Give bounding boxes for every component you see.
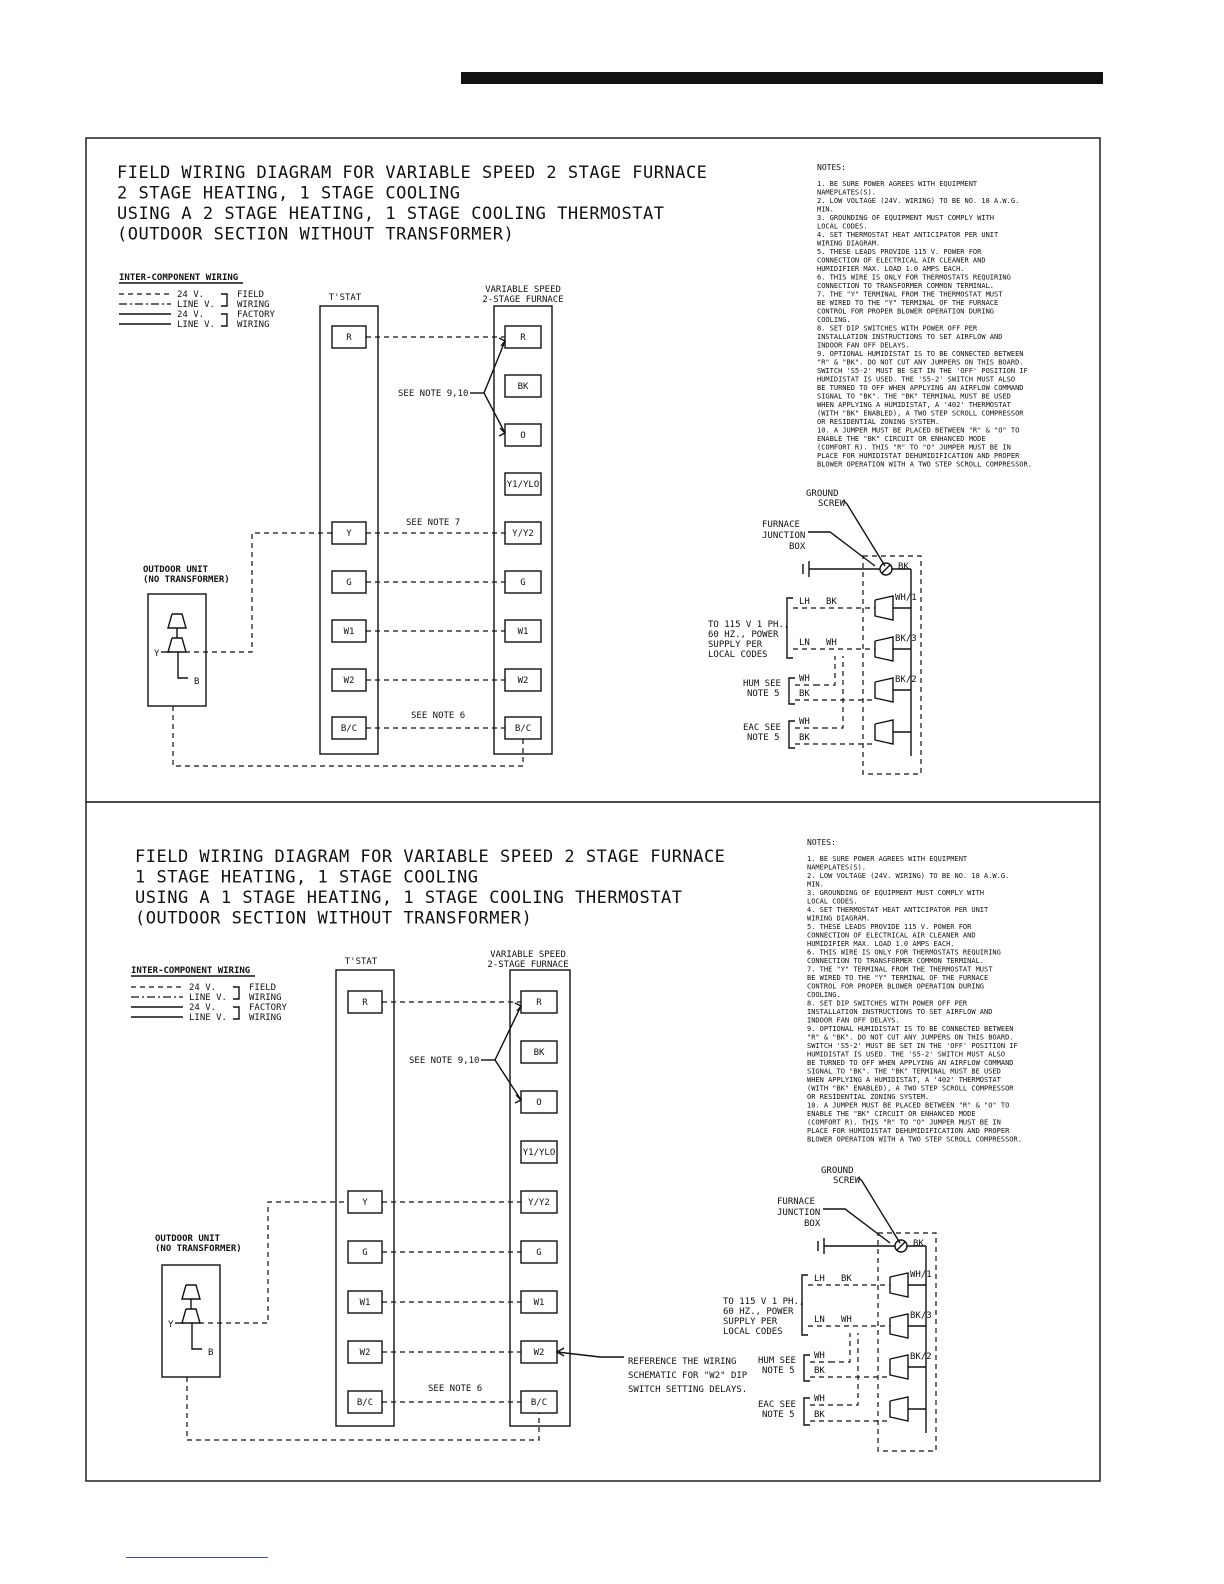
power-supply-label: LOCAL CODES bbox=[723, 1327, 783, 1337]
plug-label: BK/3 bbox=[895, 634, 917, 644]
ln-label: LN bbox=[799, 638, 810, 648]
note-line: 3. GROUNDING OF EQUIPMENT MUST COMPLY WITH bbox=[807, 889, 985, 897]
junction-box-label: FURNACE bbox=[762, 520, 800, 530]
furnace-label: 2-STAGE FURNACE bbox=[487, 960, 569, 970]
legend-row-label: 24 V. bbox=[189, 983, 217, 993]
connector-icon bbox=[890, 1314, 908, 1338]
footer-link-line bbox=[126, 1557, 268, 1558]
note-line: 7. THE "Y" TERMINAL FROM THE THERMOSTAT MUST bbox=[817, 290, 1003, 299]
legend-heading: INTER-COMPONENT WIRING bbox=[119, 273, 239, 283]
eac-label: EAC SEE bbox=[743, 723, 781, 733]
power-supply-label: SUPPLY PER bbox=[708, 640, 763, 650]
outdoor-y-label: Y bbox=[168, 1320, 174, 1330]
outdoor-unit-label: OUTDOOR UNIT bbox=[143, 565, 209, 575]
diagram-title-line: USING A 2 STAGE HEATING, 1 STAGE COOLING THERMOSTAT bbox=[117, 204, 665, 224]
legend-row-label: LINE V. bbox=[189, 993, 227, 1003]
ground-screw-label: SCREW bbox=[833, 1176, 861, 1186]
note-line: (WITH "BK" ENABLED), A TWO STEP SCROLL COMPRESSOR bbox=[807, 1084, 1014, 1093]
note-line: SIGNAL TO "BK". THE "BK" TERMINAL MUST BE USED bbox=[817, 392, 1011, 401]
plug-label: WH/1 bbox=[910, 1270, 932, 1280]
furnace-terminal-label: W2 bbox=[533, 1348, 545, 1358]
furnace-terminal-label: BK bbox=[533, 1048, 545, 1058]
power-supply-label: 60 HZ., POWER bbox=[708, 630, 779, 640]
furnace-label: VARIABLE SPEED bbox=[485, 285, 561, 295]
w2-reference-note: REFERENCE THE WIRING bbox=[628, 1357, 737, 1367]
note-line: 7. THE "Y" TERMINAL FROM THE THERMOSTAT MUST bbox=[807, 965, 993, 974]
note-line: HUMIDISTAT IS USED. THE 'S5-2' SWITCH MUST ALSO bbox=[817, 375, 1016, 384]
note-line: 4. SET THERMOSTAT HEAT ANTICIPATOR PER UNIT bbox=[817, 231, 999, 239]
note-line: COOLING. bbox=[807, 991, 841, 999]
outdoor-y-label: Y bbox=[154, 649, 160, 659]
furnace-terminal-label: G bbox=[536, 1248, 542, 1258]
note-line: NAMEPLATES(S). bbox=[807, 863, 867, 872]
note-line: CONTROL FOR PROPER BLOWER OPERATION DURING bbox=[807, 982, 985, 991]
note-line: COOLING. bbox=[817, 316, 851, 324]
note-line: 9. OPTIONAL HUMIDISTAT IS TO BE CONNECTED BETWEEN bbox=[817, 350, 1024, 358]
note-line: BE TURNED TO OFF WHEN APPLYING AN AIRFLOW COMMAND bbox=[807, 1059, 1014, 1067]
diagram-title-line: (OUTDOOR SECTION WITHOUT TRANSFORMER) bbox=[135, 908, 533, 929]
ground-screw-label: GROUND bbox=[806, 489, 839, 499]
note-line: WHEN APPLYING A HUMIDISTAT, A '402' THERMOSTAT bbox=[807, 1076, 1001, 1084]
note-line: BE WIRED TO THE "Y" TERMINAL OF THE FURNACE bbox=[817, 299, 999, 307]
note-line: MIN. bbox=[817, 205, 834, 214]
tstat-terminal-label: W1 bbox=[343, 627, 355, 637]
diagram-title-line: USING A 1 STAGE HEATING, 1 STAGE COOLING THERMOSTAT bbox=[135, 888, 683, 908]
note-line: PLACE FOR HUMIDISTAT DEHUMIDIFICATION AND PROPER bbox=[817, 452, 1020, 460]
note-line: CONNECTION OF ELECTRICAL AIR CLEANER AND bbox=[807, 931, 976, 940]
connector-icon bbox=[875, 678, 893, 702]
furnace-label: 2-STAGE FURNACE bbox=[482, 295, 564, 305]
note-line: 9. OPTIONAL HUMIDISTAT IS TO BE CONNECTED BETWEEN bbox=[807, 1025, 1014, 1033]
note-line: 4. SET THERMOSTAT HEAT ANTICIPATOR PER UNIT bbox=[807, 906, 989, 914]
diagram-title-line: (OUTDOOR SECTION WITHOUT TRANSFORMER) bbox=[117, 224, 515, 245]
eac-brace bbox=[789, 721, 795, 748]
legend-brace bbox=[221, 314, 227, 326]
note-line: 1. BE SURE POWER AGREES WITH EQUIPMENT bbox=[817, 180, 978, 188]
tstat-label: T'STAT bbox=[344, 957, 378, 967]
note-line: 2. LOW VOLTAGE (24V. WIRING) TO BE NO. 18 A.W.G. bbox=[817, 197, 1020, 205]
note-line: ENABLE THE "BK" CIRCUIT OR ENHANCED MODE bbox=[807, 1110, 976, 1118]
legend-row-label: 24 V. bbox=[177, 310, 205, 320]
legend-row-label: 24 V. bbox=[177, 290, 205, 300]
legend-brace bbox=[233, 1007, 239, 1019]
power-supply-label: SUPPLY PER bbox=[723, 1317, 778, 1327]
eac-bk-label: BK bbox=[814, 1410, 825, 1420]
note-line: INDOOR FAN OFF DELAYS. bbox=[817, 341, 910, 350]
junction-box-label: JUNCTION bbox=[762, 531, 806, 541]
legend-brace bbox=[221, 294, 227, 306]
note-line: ENABLE THE "BK" CIRCUIT OR ENHANCED MODE bbox=[817, 435, 986, 443]
note-line: 8. SET DIP SWITCHES WITH POWER OFF PER bbox=[807, 999, 968, 1008]
outdoor-y-wire bbox=[199, 1202, 348, 1323]
connector-icon bbox=[890, 1273, 908, 1297]
junction-box-leader bbox=[823, 1209, 890, 1243]
note-line: 6. THIS WIRE IS ONLY FOR THERMOSTATS REQUIRING bbox=[807, 948, 1001, 957]
ln-label: LN bbox=[814, 1315, 825, 1325]
hum-bk-label: BK bbox=[799, 689, 810, 699]
tstat-terminal-label: Y bbox=[362, 1198, 368, 1208]
eac-wh-route bbox=[838, 1333, 858, 1405]
eac-wh-label: WH bbox=[799, 717, 810, 727]
note-line: CONNECTION TO TRANSFORMER COMMON TERMINAL. bbox=[807, 957, 985, 965]
note-line: 5. THESE LEADS PROVIDE 115 V. POWER FOR bbox=[807, 923, 972, 931]
furnace-terminal-label: G bbox=[520, 578, 526, 588]
connector-icon bbox=[890, 1397, 908, 1421]
note-line: OR RESIDENTIAL ZONING SYSTEM. bbox=[817, 418, 940, 426]
furnace-terminal-label: Y1/YLO bbox=[522, 1148, 556, 1158]
tstat-terminal-label: W1 bbox=[359, 1298, 371, 1308]
power-supply-label: TO 115 V 1 PH., bbox=[723, 1297, 805, 1307]
hum-bk-label: BK bbox=[814, 1366, 825, 1376]
outdoor-y-wire bbox=[185, 533, 332, 652]
note-line: CONTROL FOR PROPER BLOWER OPERATION DURING bbox=[817, 307, 995, 316]
connector-icon bbox=[875, 720, 893, 744]
note-line: BLOWER OPERATION WITH A TWO STEP SCROLL COMPRESSOR. bbox=[807, 1135, 1022, 1144]
tstat-terminal-label: W2 bbox=[359, 1348, 371, 1358]
note-line: LOCAL CODES. bbox=[817, 222, 868, 231]
note-line: WIRING DIAGRAM. bbox=[817, 239, 881, 248]
note-line: HUMIDIFIER MAX. LOAD 1.0 AMPS EACH. bbox=[817, 265, 965, 273]
plug-label: BK/3 bbox=[910, 1311, 932, 1321]
legend-row-label: LINE V. bbox=[177, 320, 215, 330]
eac-label: NOTE 5 bbox=[762, 1410, 795, 1420]
furnace-terminal-label: O bbox=[520, 431, 526, 441]
power-supply-label: 60 HZ., POWER bbox=[723, 1307, 794, 1317]
note-line: WHEN APPLYING A HUMIDISTAT, A '402' THERMOSTAT bbox=[817, 401, 1011, 409]
connector-icon bbox=[890, 1355, 908, 1379]
tstat-terminal-label: G bbox=[362, 1248, 368, 1258]
eac-wh-route bbox=[823, 656, 843, 728]
outdoor-unit-label: (NO TRANSFORMER) bbox=[155, 1244, 242, 1254]
see-note-6: SEE NOTE 6 bbox=[428, 1384, 483, 1394]
junction-box-label: FURNACE bbox=[777, 1197, 815, 1207]
furnace-terminal-label: W1 bbox=[517, 627, 529, 637]
note-line: PLACE FOR HUMIDISTAT DEHUMIDIFICATION AND PROPER bbox=[807, 1127, 1010, 1135]
note-line: INSTALLATION INSTRUCTIONS TO SET AIRFLOW AND bbox=[807, 1008, 993, 1016]
furnace-terminal-label: Y1/YLO bbox=[506, 480, 540, 490]
hum-label: NOTE 5 bbox=[762, 1366, 795, 1376]
plug-label: BK bbox=[898, 562, 909, 572]
see-note-9-10: SEE NOTE 9,10 bbox=[398, 389, 469, 399]
note-line: BE WIRED TO THE "Y" TERMINAL OF THE FURNACE bbox=[807, 974, 989, 982]
see-note-6: SEE NOTE 6 bbox=[411, 711, 466, 721]
note-line: CONNECTION OF ELECTRICAL AIR CLEANER AND bbox=[817, 256, 986, 265]
furnace-terminal-label: R bbox=[520, 333, 526, 343]
note-line: 1. BE SURE POWER AGREES WITH EQUIPMENT bbox=[807, 855, 968, 863]
wh-label: WH bbox=[826, 638, 837, 648]
furnace-terminal-label: Y/Y2 bbox=[528, 1198, 550, 1208]
diagram-title-line: 1 STAGE HEATING, 1 STAGE COOLING bbox=[135, 867, 479, 888]
note-line: "R" & "BK". DO NOT CUT ANY JUMPERS ON THIS BOARD. bbox=[807, 1033, 1014, 1042]
notes-heading: NOTES: bbox=[817, 163, 846, 172]
note-line: (COMFORT R). THIS "R" TO "O" JUMPER MUST BE IN bbox=[807, 1118, 1001, 1127]
bk-label: BK bbox=[826, 597, 837, 607]
legend-group-label: WIRING bbox=[249, 1013, 282, 1023]
junction-box-label: BOX bbox=[804, 1219, 821, 1229]
connector-icon bbox=[875, 596, 893, 620]
w2-reference-note: SWITCH SETTING DELAYS. bbox=[628, 1385, 748, 1395]
legend-row-label: LINE V. bbox=[177, 300, 215, 310]
wiring-diagram-2 bbox=[131, 838, 1022, 1451]
outdoor-b-label: B bbox=[208, 1348, 214, 1358]
plug-label: BK bbox=[913, 1239, 924, 1249]
lh-label: LH bbox=[814, 1274, 825, 1284]
ground-screw-label: GROUND bbox=[821, 1166, 854, 1176]
legend-group-label: FIELD bbox=[237, 290, 265, 300]
hum-brace bbox=[789, 678, 795, 704]
diagram-title-line: 2 STAGE HEATING, 1 STAGE COOLING bbox=[117, 183, 461, 204]
tstat-label: T'STAT bbox=[328, 293, 362, 303]
notes-heading: NOTES: bbox=[807, 838, 836, 847]
plug-label: BK/2 bbox=[910, 1352, 932, 1362]
note-line: 10. A JUMPER MUST BE PLACED BETWEEN "R" & "O" TO bbox=[817, 426, 1020, 435]
furnace-terminal-label: O bbox=[536, 1098, 542, 1108]
note-line: MIN. bbox=[807, 880, 824, 889]
hum-wh-route bbox=[830, 1333, 850, 1362]
furnace-terminal-label: BK bbox=[517, 382, 529, 392]
wiring-diagram-1 bbox=[117, 163, 1032, 774]
note-line: INDOOR FAN OFF DELAYS. bbox=[807, 1016, 900, 1025]
hum-brace bbox=[804, 1355, 810, 1381]
furnace-terminal-label: B/C bbox=[514, 724, 532, 734]
note-line: NAMEPLATES(S). bbox=[817, 188, 877, 197]
note-line: SIGNAL TO "BK". THE "BK" TERMINAL MUST BE USED bbox=[807, 1067, 1001, 1076]
hum-wh-label: WH bbox=[814, 1351, 825, 1361]
note-line: 5. THESE LEADS PROVIDE 115 V. POWER FOR bbox=[817, 248, 982, 256]
note-line: CONNECTION TO TRANSFORMER COMMON TERMINAL. bbox=[817, 282, 995, 290]
note-line: 3. GROUNDING OF EQUIPMENT MUST COMPLY WITH bbox=[817, 214, 995, 222]
legend-group-label: WIRING bbox=[237, 300, 270, 310]
junction-box-label: JUNCTION bbox=[777, 1208, 821, 1218]
furnace-terminal-label: Y/Y2 bbox=[512, 529, 534, 539]
legend-group-label: WIRING bbox=[237, 320, 270, 330]
plug-label: WH/1 bbox=[895, 593, 917, 603]
junction-box-leader bbox=[808, 532, 875, 566]
legend-group-label: WIRING bbox=[249, 993, 282, 1003]
legend-brace bbox=[233, 987, 239, 999]
hum-wh-label: WH bbox=[799, 674, 810, 684]
power-supply-label: LOCAL CODES bbox=[708, 650, 768, 660]
hum-label: NOTE 5 bbox=[747, 689, 780, 699]
junction-box-outline bbox=[878, 1233, 936, 1451]
note-line: BLOWER OPERATION WITH A TWO STEP SCROLL COMPRESSOR. bbox=[817, 460, 1032, 469]
outdoor-unit-label: (NO TRANSFORMER) bbox=[143, 575, 230, 585]
see-note-7: SEE NOTE 7 bbox=[406, 518, 461, 528]
screw-slot bbox=[882, 565, 890, 573]
note-line: 10. A JUMPER MUST BE PLACED BETWEEN "R" & "O" TO bbox=[807, 1101, 1010, 1110]
connector-icon bbox=[875, 637, 893, 661]
note-line: 2. LOW VOLTAGE (24V. WIRING) TO BE NO. 18 A.W.G. bbox=[807, 872, 1010, 880]
note-line: (COMFORT R). THIS "R" TO "O" JUMPER MUST BE IN bbox=[817, 443, 1011, 452]
ground-screw-label: SCREW bbox=[818, 499, 846, 509]
outdoor-b-label: B bbox=[194, 677, 200, 687]
hum-label: HUM SEE bbox=[758, 1356, 796, 1366]
junction-box-outline bbox=[863, 556, 921, 774]
legend-group-label: FACTORY bbox=[249, 1003, 287, 1013]
tstat-terminal-label: R bbox=[362, 998, 368, 1008]
w2-reference-note: SCHEMATIC FOR "W2" DIP bbox=[628, 1371, 748, 1381]
tstat-terminal-label: Y bbox=[346, 529, 352, 539]
junction-box-label: BOX bbox=[789, 542, 806, 552]
legend-row-label: LINE V. bbox=[189, 1013, 227, 1023]
tstat-terminal-label: W2 bbox=[343, 676, 355, 686]
legend-heading: INTER-COMPONENT WIRING bbox=[131, 966, 251, 976]
furnace-terminal-label: B/C bbox=[530, 1398, 548, 1408]
legend-group-label: FIELD bbox=[249, 983, 277, 993]
tstat-terminal-label: G bbox=[346, 578, 352, 588]
screw-slot bbox=[897, 1242, 905, 1250]
tstat-terminal-label: R bbox=[346, 333, 352, 343]
note-line: (WITH "BK" ENABLED), A TWO STEP SCROLL COMPRESSOR bbox=[817, 409, 1024, 418]
tstat-terminal-label: B/C bbox=[340, 724, 358, 734]
power-supply-label: TO 115 V 1 PH., bbox=[708, 620, 790, 630]
legend-row-label: 24 V. bbox=[189, 1003, 217, 1013]
note-line: BE TURNED TO OFF WHEN APPLYING AN AIRFLOW COMMAND bbox=[817, 384, 1024, 392]
wh-label: WH bbox=[841, 1315, 852, 1325]
note-line: SWITCH 'S5-2' MUST BE SET IN THE 'OFF' POSITION IF bbox=[817, 367, 1028, 375]
lh-label: LH bbox=[799, 597, 810, 607]
furnace-terminal-label: W2 bbox=[517, 676, 529, 686]
furnace-terminal-label: W1 bbox=[533, 1298, 545, 1308]
legend-group-label: FACTORY bbox=[237, 310, 275, 320]
plug-label: BK/2 bbox=[895, 675, 917, 685]
hum-label: HUM SEE bbox=[743, 679, 781, 689]
eac-bk-label: BK bbox=[799, 733, 810, 743]
note-line: HUMIDISTAT IS USED. THE 'S5-2' SWITCH MUST ALSO bbox=[807, 1050, 1006, 1059]
hum-wh-route bbox=[815, 656, 835, 685]
see-note-9-10: SEE NOTE 9,10 bbox=[409, 1056, 480, 1066]
bk-label: BK bbox=[841, 1274, 852, 1284]
eac-brace bbox=[804, 1398, 810, 1425]
note-line: INSTALLATION INSTRUCTIONS TO SET AIRFLOW AND bbox=[817, 333, 1003, 341]
furnace-terminal-label: R bbox=[536, 998, 542, 1008]
furnace-label: VARIABLE SPEED bbox=[490, 950, 566, 960]
note-line: "R" & "BK". DO NOT CUT ANY JUMPERS ON THIS BOARD. bbox=[817, 358, 1024, 367]
note-line: SWITCH 'S5-2' MUST BE SET IN THE 'OFF' POSITION IF bbox=[807, 1042, 1018, 1050]
outdoor-unit-label: OUTDOOR UNIT bbox=[155, 1234, 221, 1244]
note-line: OR RESIDENTIAL ZONING SYSTEM. bbox=[807, 1093, 930, 1101]
note-line: HUMIDIFIER MAX. LOAD 1.0 AMPS EACH. bbox=[807, 940, 955, 948]
note-line: 8. SET DIP SWITCHES WITH POWER OFF PER bbox=[817, 324, 978, 333]
note-line: LOCAL CODES. bbox=[807, 897, 858, 906]
note-line: 6. THIS WIRE IS ONLY FOR THERMOSTATS REQUIRING bbox=[817, 273, 1011, 282]
eac-label: NOTE 5 bbox=[747, 733, 780, 743]
diagram-title-line: FIELD WIRING DIAGRAM FOR VARIABLE SPEED 2 STAGE FURNACE bbox=[117, 163, 708, 183]
eac-wh-label: WH bbox=[814, 1394, 825, 1404]
eac-label: EAC SEE bbox=[758, 1400, 796, 1410]
diagram-title-line: FIELD WIRING DIAGRAM FOR VARIABLE SPEED 2 STAGE FURNACE bbox=[135, 847, 726, 867]
tstat-terminal-label: B/C bbox=[356, 1398, 374, 1408]
note-line: WIRING DIAGRAM. bbox=[807, 914, 871, 923]
